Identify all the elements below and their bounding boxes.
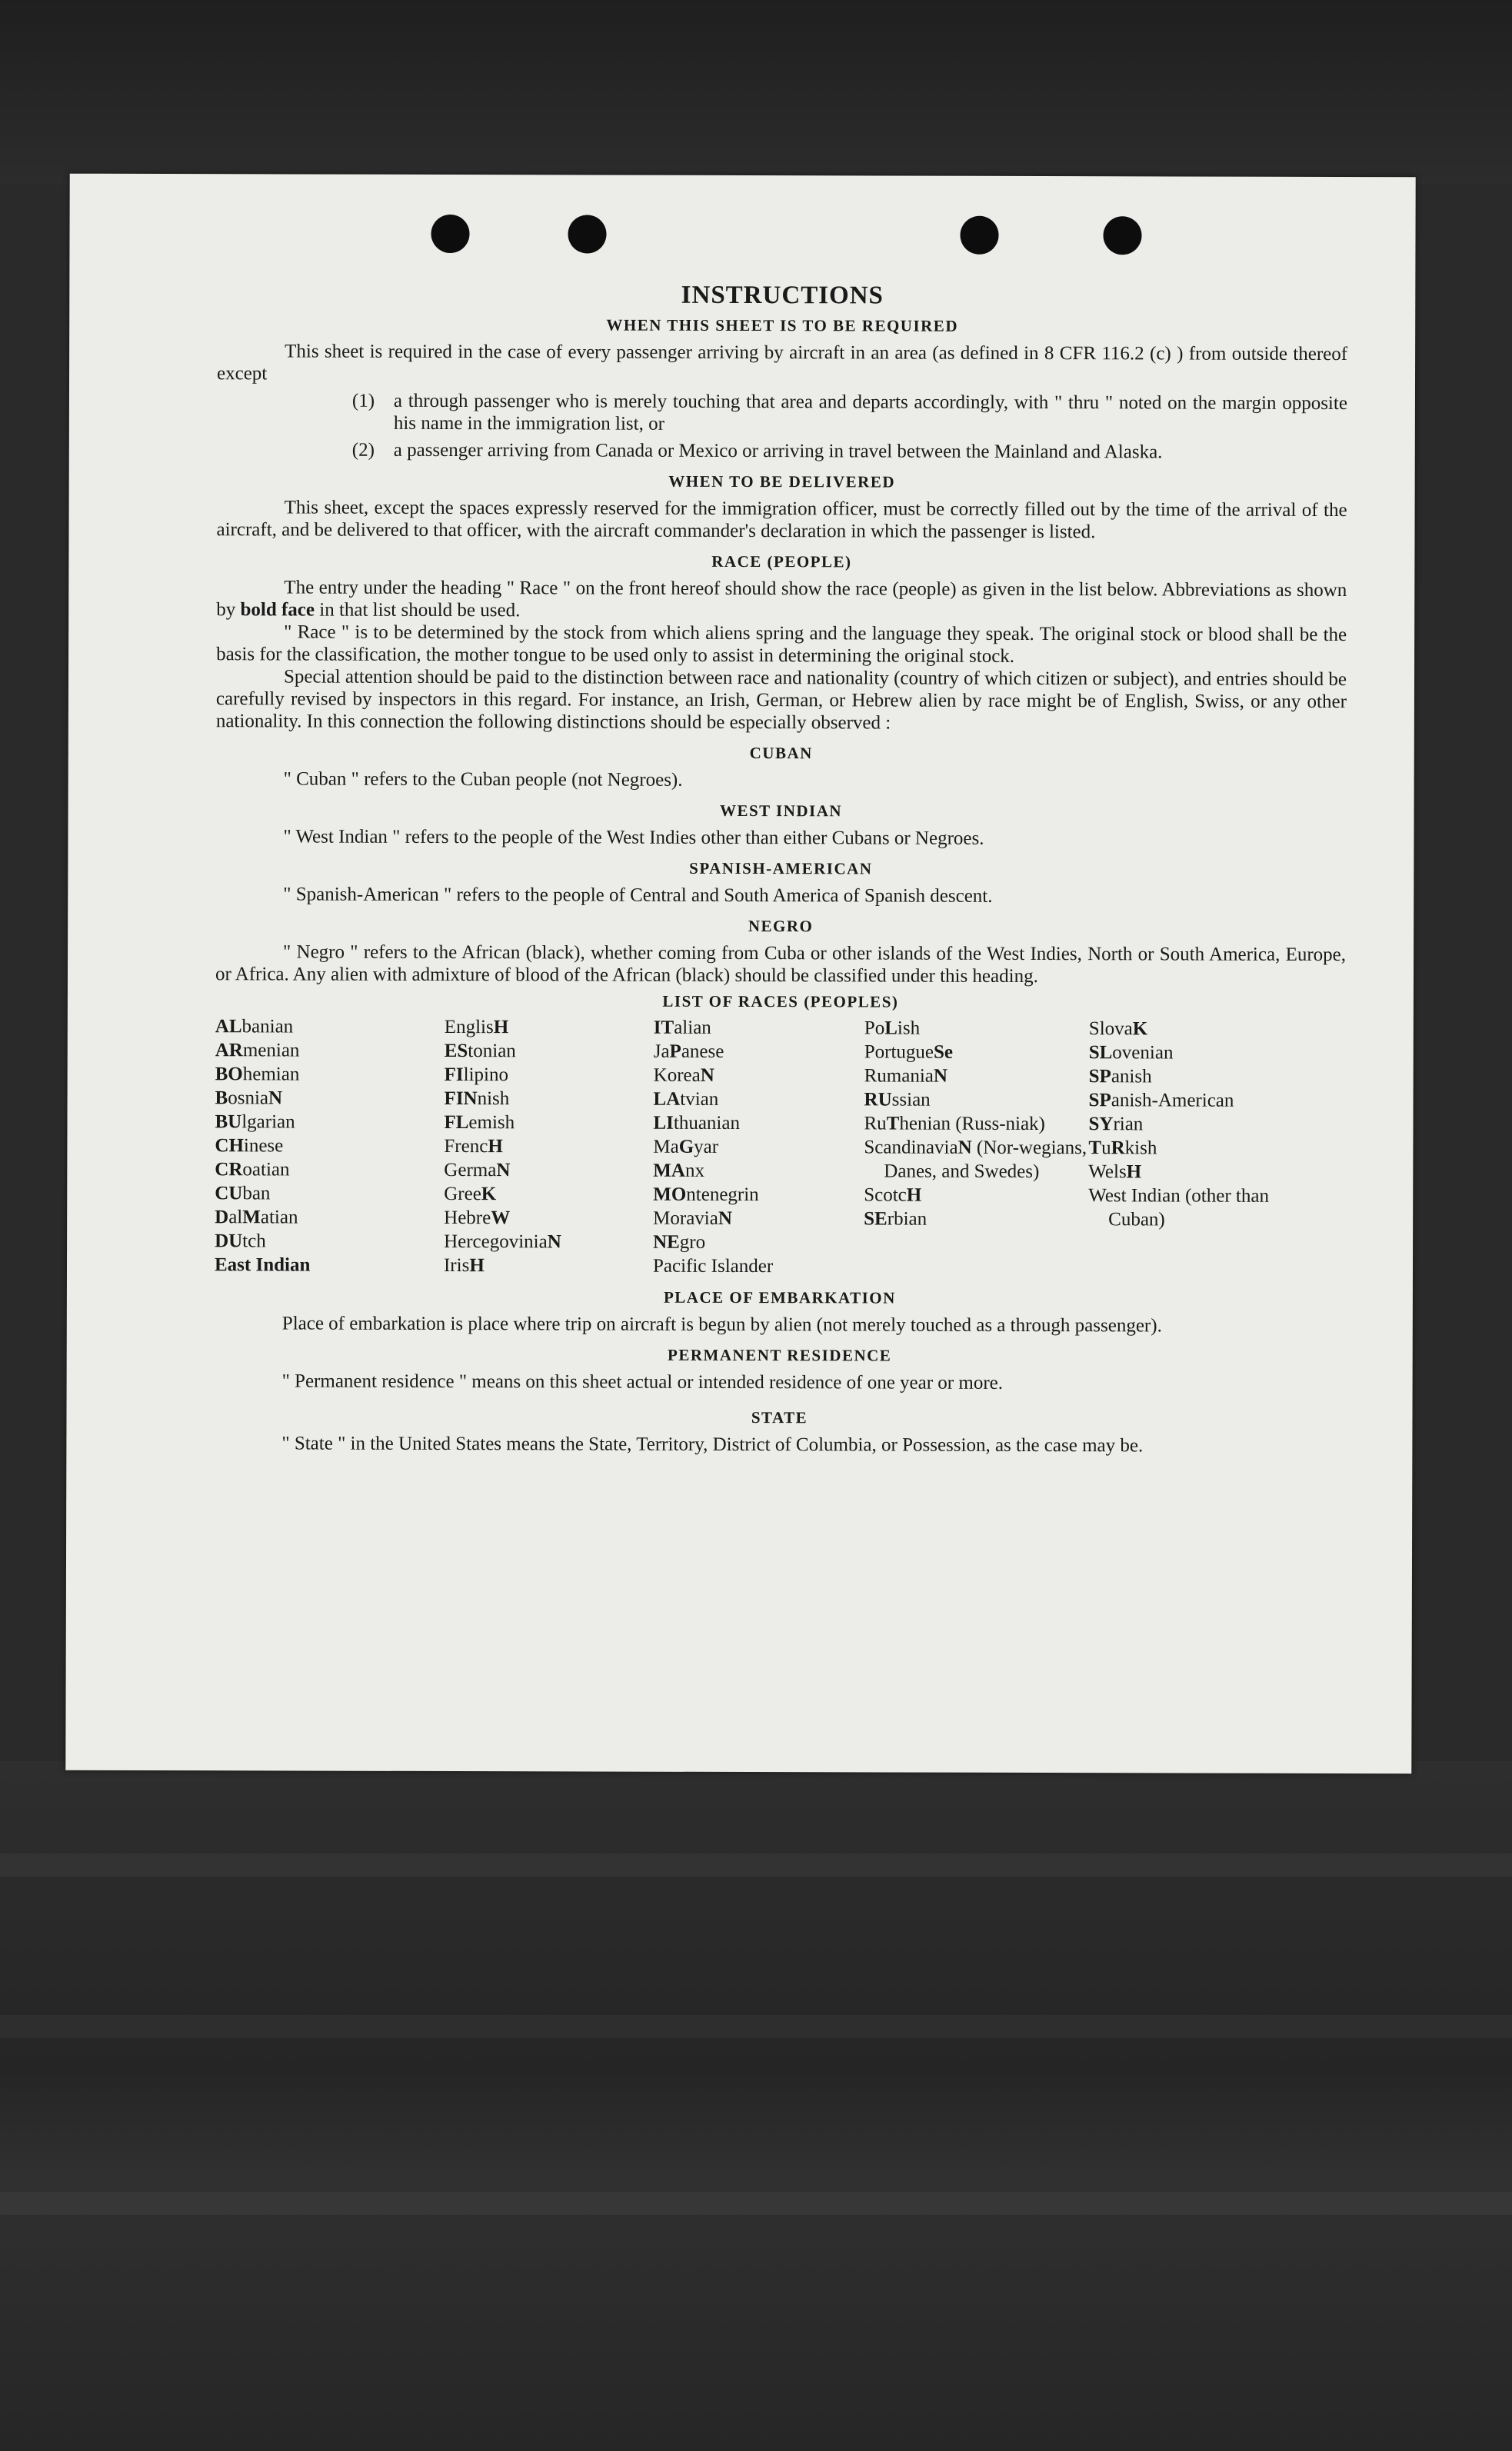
race-abbreviation: BU (215, 1111, 242, 1133)
race-abbreviation: FI (444, 1064, 464, 1086)
race-abbreviation: K (1132, 1018, 1148, 1040)
race-name-part: Pacific Islander (652, 1255, 774, 1277)
item-text: a passenger arriving from Canada or Mexico or arriving in travel between the Mainland and Alaska. (393, 439, 1163, 463)
race-abbreviation: RU (864, 1089, 892, 1111)
when-required-intro: This sheet is required in the case of every passenger arriving by aircraft in an area (as defined in 8 CFR 116.2 (c) ) from outside thereof except (217, 341, 1348, 385)
race-abbreviation: CU (215, 1183, 243, 1204)
race-name-part: Slova (1088, 1018, 1133, 1040)
heading-when-required: WHEN THIS SHEET IS TO BE REQUIRED (606, 315, 959, 335)
item-number: (2) (351, 439, 375, 461)
punch-hole (568, 215, 606, 253)
race-name-part: anish-American (1111, 1090, 1234, 1111)
race-name-part: nish (477, 1088, 510, 1110)
heading-embarkation: PLACE OF EMBARKATION (663, 1287, 896, 1307)
race-name-part: Hebre (444, 1207, 491, 1229)
race-abbreviation: N (933, 1065, 948, 1087)
race-abbreviation: P (669, 1041, 681, 1062)
heading-spanish-american: SPANISH-AMERICAN (689, 858, 873, 878)
race-name-part: ban (242, 1183, 271, 1204)
race-entry (864, 1064, 1089, 1088)
race-entry (215, 1110, 444, 1134)
race-name-part: ovenian (1112, 1042, 1174, 1064)
race-entry (215, 1014, 445, 1039)
race-name-part: menian (242, 1040, 300, 1061)
race-abbreviation: NE (653, 1231, 680, 1253)
film-border-bottom (0, 1761, 1512, 2451)
race-abbreviation: SE (864, 1208, 888, 1230)
race-name-part: Germa (444, 1159, 497, 1181)
race-entry (864, 1207, 1088, 1231)
race-name-part: rian (1113, 1114, 1144, 1135)
document-page (65, 174, 1415, 1774)
race-abbreviation: MA (653, 1160, 686, 1181)
race-abbreviation: LI (653, 1112, 674, 1134)
spanish-american-text: " Spanish-American " refers to the people of Central and South America of Spanish descent. (283, 884, 993, 907)
race-abbreviation: N (463, 1088, 478, 1110)
race-abbreviation: FI (444, 1087, 464, 1110)
residence-text: " Permanent residence " means on this sheet actual or intended residence of one year or more. (281, 1370, 1004, 1394)
race-abbreviation: K (481, 1184, 497, 1205)
race-entry (215, 1181, 444, 1206)
race-name-part: gro (679, 1231, 706, 1253)
cuban-text: " Cuban " refers to the Cuban people (not Negroes). (283, 768, 683, 791)
race-abbreviation: M (242, 1207, 261, 1228)
bold-face-text: bold face (240, 599, 315, 621)
race-entry (1089, 1064, 1289, 1089)
race-name-part: Gree (444, 1183, 481, 1205)
race-entry (215, 1134, 444, 1158)
race-abbreviation: B (215, 1087, 228, 1109)
race-name-part: Korea (653, 1064, 701, 1086)
race-entry (215, 1229, 444, 1254)
race-entry (445, 1039, 654, 1064)
race-name-part: tvian (680, 1088, 719, 1110)
race-entry (653, 1111, 864, 1136)
race-entry (215, 1253, 444, 1277)
item-text: a through passenger who is merely touching that area and departs accordingly, with " thru " noted on the margin opposite his name in the immigration list, or (393, 390, 1347, 435)
film-band (0, 1853, 1512, 1877)
race-name-part: Scotc (864, 1184, 907, 1206)
item-number: (1) (351, 390, 375, 411)
races-column (215, 1014, 445, 1277)
race-name-part: banian (241, 1016, 294, 1037)
race-abbreviation: H (906, 1184, 922, 1206)
race-name-part: Wels (1088, 1161, 1127, 1183)
heading-cuban: CUBAN (749, 744, 813, 763)
race-entry (653, 1230, 864, 1255)
film-band (0, 2192, 1512, 2215)
race-name-part: osnia (228, 1087, 269, 1109)
race-entry (1088, 1112, 1288, 1137)
race-name-part: tch (242, 1230, 266, 1252)
race-abbreviation: N (496, 1160, 511, 1181)
race-entry (864, 1040, 1089, 1064)
race-entry (653, 1135, 864, 1160)
race-abbreviation: LA (653, 1088, 681, 1110)
race-paragraph-1: The entry under the heading " Race " on the front hereof should show the race (people) as given in the list below. Abbreviations as shown by bold face in that list should be used. (216, 577, 1347, 621)
race-entry (444, 1206, 653, 1230)
document-content (214, 278, 1347, 1457)
race-name-part: Ru (864, 1113, 887, 1134)
race-entry (1089, 1041, 1289, 1065)
race-name-part: Portugue (864, 1041, 934, 1063)
punch-hole (960, 216, 998, 255)
race-abbreviation: CR (215, 1159, 243, 1181)
race-entry (444, 1182, 653, 1207)
races-column (653, 1016, 864, 1279)
race-paragraph-2: " Race " is to be determined by the stock from which aliens spring and the language they speak. The original stock or blood shall be the basis for the classification, the mother tongue to be used only to assist in determining the original stock. (216, 621, 1347, 667)
race-name-part: ssian (891, 1089, 931, 1111)
race-entry (864, 1016, 1089, 1041)
race-entry (444, 1254, 653, 1278)
race-name-part: ish (897, 1017, 921, 1039)
race-abbreviation: L (884, 1017, 898, 1039)
races-list (215, 1014, 1346, 1280)
race-name-part: West Indian (other than Cuban) (1088, 1185, 1269, 1230)
race-name-part: lipino (463, 1064, 509, 1086)
race-abbreviation: AR (215, 1040, 243, 1061)
race-abbreviation: ES (444, 1040, 468, 1062)
race-abbreviation: N (547, 1231, 561, 1253)
race-abbreviation: IT (653, 1017, 674, 1038)
race-name-part: kish (1124, 1137, 1157, 1159)
race-name-part: Englis (444, 1016, 494, 1038)
race-entry (653, 1207, 864, 1231)
when-delivered-text: This sheet, except the spaces expressly reserved for the immigration officer, must be correctly filled out by the time of the arrival of the aircraft, and be delivered to that officer, with the aircraft commander's declaration in which the passenger is listed. (216, 497, 1347, 543)
race-entry (1088, 1136, 1288, 1161)
race-entry (215, 1086, 445, 1111)
race-name-part: Frenc (444, 1135, 488, 1157)
race-abbreviation: H (493, 1017, 509, 1038)
heading-list-of-races: LIST OF RACES (PEOPLES) (662, 991, 899, 1011)
race-name-part: emish (468, 1112, 515, 1134)
race-entry (864, 1087, 1089, 1112)
race-entry (445, 1087, 654, 1111)
race-abbreviation: H (488, 1136, 503, 1157)
race-name-part: hemian (242, 1064, 300, 1085)
race-entry (864, 1111, 1088, 1136)
race-entry (445, 1015, 654, 1040)
embarkation-text: Place of embarkation is place where trip on aircraft is begun by alien (not merely touched as a through passenger). (281, 1313, 1162, 1337)
race-name-part: Iris (443, 1254, 470, 1277)
race-abbreviation: N (718, 1207, 732, 1229)
exception-item-2 (352, 439, 1347, 464)
race-abbreviation: SP (1088, 1066, 1111, 1087)
race-name-part: Hercegovinia (444, 1230, 548, 1253)
race-name-part: ntenegrin (686, 1184, 759, 1206)
heading-permanent-residence: PERMANENT RESIDENCE (668, 1345, 892, 1365)
film-border-top (0, 0, 1512, 185)
race-abbreviation: SP (1088, 1090, 1111, 1111)
race-name-part: anese (681, 1041, 724, 1062)
page-title: INSTRUCTIONS (681, 281, 884, 310)
punch-hole (1103, 216, 1141, 255)
race-entry (864, 1183, 1088, 1207)
negro-text: " Negro " refers to the African (black), whether coming from Cuba or other islands of the West Indies, North or South America, Europe, or Africa. Any alien with admixture of blood of the African (black) should be classified under this heading. (215, 941, 1347, 987)
race-name-part: u (1101, 1137, 1111, 1159)
race-abbreviation: N (700, 1064, 714, 1086)
race-entry (1088, 1160, 1288, 1184)
race-entry (654, 1087, 864, 1112)
race-name-part: nx (684, 1160, 705, 1181)
race-name-part: atian (260, 1207, 298, 1228)
race-entry (654, 1016, 864, 1041)
race-abbreviation: AL (215, 1016, 242, 1037)
race-abbreviation: D (215, 1207, 229, 1228)
race-entry (654, 1040, 864, 1064)
race-abbreviation: T (1088, 1137, 1102, 1159)
race-name-part: inese (243, 1135, 284, 1157)
race-name-part: thuanian (673, 1112, 741, 1134)
race-abbreviation: MO (653, 1184, 687, 1205)
heading-west-indian: WEST INDIAN (719, 801, 843, 821)
race-name-part: lgarian (241, 1111, 295, 1133)
race-name-part: (Nor-wegians, Danes, and Swedes) (884, 1137, 1087, 1183)
race-abbreviation: Se (933, 1041, 954, 1063)
race-entry (444, 1230, 653, 1254)
race-abbreviation: H (1126, 1161, 1142, 1183)
race-entry (1089, 1017, 1289, 1041)
heading-race: RACE (PEOPLE) (711, 551, 852, 571)
race-name-part: anish (1111, 1066, 1152, 1087)
race-entry (445, 1063, 654, 1087)
race-entry (215, 1062, 445, 1087)
film-band (0, 2015, 1512, 2038)
race-paragraph-3: Special attention should be paid to the distinction between race and nationality (country of which citizen or subject), and entries should be carefully revised by inspectors in this regard. For instance, an Irish, German, or Hebrew alien by race might be of English, Swiss, or any other nationality. In this connection the following distinctions should be especially observed : (215, 666, 1347, 734)
race-entry (864, 1135, 1088, 1184)
race-name-part: Po (864, 1017, 885, 1039)
heading-negro: NEGRO (748, 917, 814, 936)
race-entry (1089, 1088, 1289, 1113)
race-name-part: Rumania (864, 1065, 934, 1087)
race-abbreviation: DU (215, 1230, 243, 1252)
race-abbreviation: N (957, 1137, 972, 1158)
race-abbreviation: SY (1088, 1114, 1114, 1135)
race-name-part: Ma (653, 1136, 679, 1157)
race-abbreviation: R (1111, 1137, 1125, 1159)
race-abbreviation: T (886, 1113, 900, 1134)
race-name-part: henian (Russ-niak) (899, 1113, 1045, 1135)
race-entry (444, 1111, 653, 1135)
race-entry (444, 1134, 653, 1159)
race-abbreviation: FL (444, 1111, 469, 1134)
race-abbreviation: East Indian (214, 1254, 311, 1276)
race-abbreviation: BO (215, 1064, 243, 1085)
race-name-part: tonian (468, 1041, 516, 1062)
race-entry (654, 1064, 864, 1088)
race-abbreviation: W (491, 1207, 511, 1229)
race-abbreviation: N (268, 1087, 283, 1109)
punch-hole (431, 215, 469, 253)
heading-when-delivered: WHEN TO BE DELIVERED (668, 471, 896, 491)
race-name-part: rbian (887, 1208, 928, 1230)
race-entry (1088, 1184, 1288, 1232)
race-entry (215, 1205, 444, 1230)
race-name-part: yar (694, 1136, 719, 1157)
races-column (1088, 1017, 1289, 1280)
races-column (864, 1016, 1089, 1279)
race-name-part: Ja (653, 1041, 670, 1062)
race-entry (444, 1158, 653, 1183)
heading-state: STATE (751, 1408, 808, 1427)
race-entry (215, 1038, 445, 1063)
races-column (444, 1015, 654, 1278)
race-name-part: Moravia (653, 1207, 718, 1229)
race-name-part: Scandinavia (864, 1137, 958, 1158)
race-entry (653, 1159, 864, 1184)
race-abbreviation: SL (1088, 1042, 1113, 1064)
race-name-part: alian (674, 1017, 711, 1038)
west-indian-text: " West Indian " refers to the people of the West Indies other than either Cubans or Negroes. (283, 826, 984, 849)
race-name-part: al (228, 1207, 243, 1228)
exception-item-1 (352, 390, 1347, 437)
race-abbreviation: CH (215, 1135, 244, 1157)
race-entry (653, 1183, 864, 1207)
race-name-part: oatian (242, 1159, 290, 1181)
race-abbreviation: H (469, 1255, 485, 1277)
race-abbreviation: G (678, 1136, 694, 1157)
race-entry (215, 1157, 444, 1182)
race-entry (653, 1254, 864, 1279)
state-text: " State " in the United States means the State, Territory, District of Columbia, or Possession, as the case may be. (281, 1433, 1144, 1457)
